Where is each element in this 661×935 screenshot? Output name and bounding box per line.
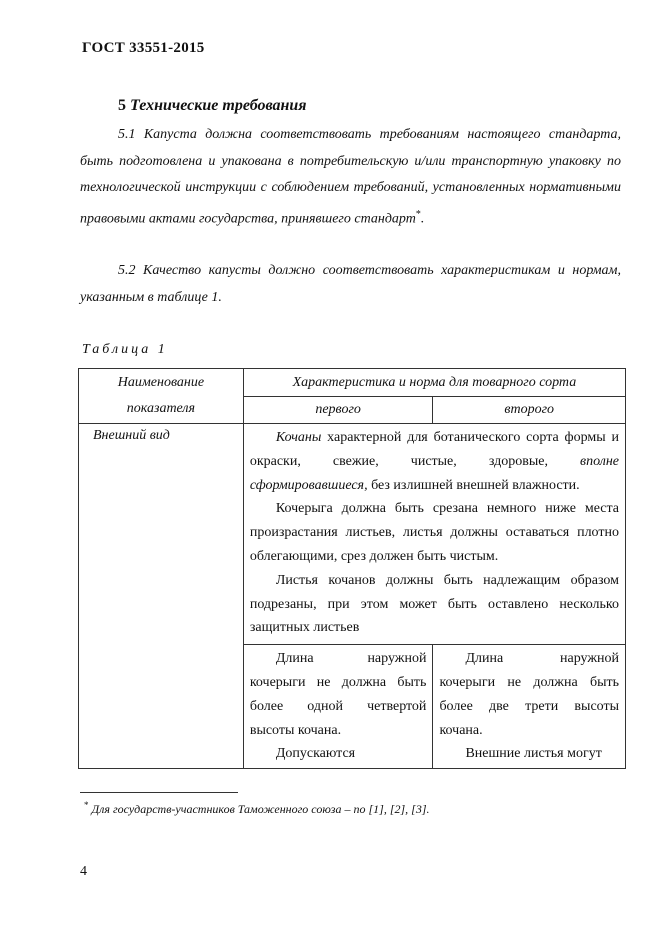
row-label-appearance: Внешний вид (79, 424, 244, 769)
footnote-reference: * (415, 208, 421, 220)
table-caption: Таблица 1 (82, 342, 168, 357)
grade-second-cell (433, 645, 626, 769)
common-paragraph-1 (250, 426, 619, 497)
grade-first-paragraph-1 (250, 647, 427, 742)
footnote (84, 800, 430, 817)
grade-second-paragraph-1 (439, 647, 619, 742)
grade-first-p1: Длина наружной кочерыги не должна быть более одной четвертой высоты кочана. (249, 651, 427, 738)
grade-first-paragraph-2 (250, 742, 427, 766)
column-header-characteristic: Характеристика и норма для товарного сорта (243, 369, 625, 397)
common-p2: Кочерыга должна быть срезана немного ниже места произрастания листьев, листья должны оставаться плотно облегающими, срез должен быть чистым. (249, 501, 619, 564)
common-p3: Листья кочанов должны быть надлежащим образом подрезаны, при этом может быть оставлено несколько защитных листьев (249, 572, 619, 636)
common-paragraph-3 (250, 569, 619, 640)
page-number: 4 (80, 864, 87, 879)
section-heading (118, 97, 307, 115)
footnote-divider (80, 792, 238, 793)
paragraph-5-1-text: 5.1 Капуста должна соответствовать требованиям настоящего стандарта, быть подготовлена и упакована в потребительскую и/или транспортную упаковку по технологической инструкции с соблюдением требований, установленных нормативными правовыми актами государства, принявшего стандарт (80, 127, 621, 227)
grade-first-cell (243, 645, 433, 769)
column-header-grade-second: второго (433, 397, 626, 424)
column-header-grade-first: первого (243, 397, 433, 424)
common-requirements-cell (243, 424, 625, 645)
paragraph-5-1 (80, 122, 621, 233)
paragraph-5-2-text: 5.2 Качество капусты должно соответствовать характеристикам и нормам, указанным в таблице 1. (80, 263, 621, 305)
document-header: ГОСТ 33551-2015 (82, 40, 205, 56)
footnote-text: Для государств-участников Таможенного союза – по [1], [2], [3]. (91, 802, 430, 816)
grade-first-p2: Допускаются (275, 746, 356, 762)
footnote-mark: * (84, 800, 89, 810)
section-number: 5 (118, 97, 126, 114)
requirements-table (78, 368, 626, 769)
column-header-indicator: Наименование показателя (79, 369, 244, 424)
common-p1-b: характерной для ботанического сорта формы и окраски, свежие, чистые, здоровые, (249, 430, 619, 469)
grade-second-p2: Внешние листья могут (465, 746, 602, 762)
common-p1-c: вполне сформировавшиеся, (249, 453, 619, 493)
grade-second-p1: Длина наружной кочерыги не должна быть более две трети высоты кочана. (439, 651, 619, 738)
common-paragraph-2 (250, 497, 619, 568)
section-title: Технические требования (130, 97, 307, 114)
common-p1-a: Кочаны (275, 430, 322, 445)
grade-second-paragraph-2 (439, 742, 619, 766)
paragraph-5-2 (80, 258, 621, 311)
paragraph-5-1-end: . (420, 211, 425, 227)
common-p1-d: без излишней внешней влажности. (367, 477, 580, 493)
